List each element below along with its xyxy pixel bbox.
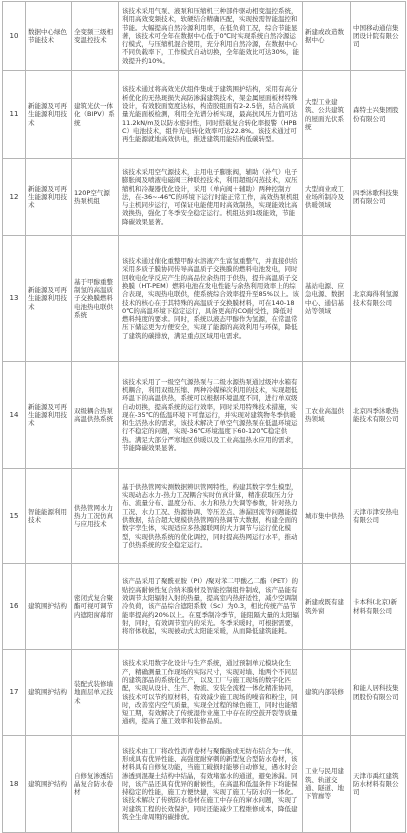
row-number: 17: [3, 650, 26, 736]
category-cell: 智能能源利用技术: [26, 469, 72, 564]
table-row: [3, 362, 406, 469]
category-cell: 数据中心绿色节能技术: [26, 2, 72, 71]
category-cell: 新能源及可再生能源利用技术: [26, 71, 72, 159]
table-row: [3, 236, 406, 362]
tech-name-cell: 全变频三级相变温控技术: [72, 2, 119, 71]
organization-cell: 天津市禹红建筑防水材料有限公司: [351, 736, 406, 833]
tech-name-cell: 供热管网水力热力工况仿真与应用技术: [72, 469, 119, 564]
scenario-cell: 新建或既有建筑外窗: [303, 564, 351, 650]
organization-cell: 四季沐歌科技集团有限公司: [351, 159, 406, 236]
category-cell: 新能源及可再生能源利用技术: [26, 236, 72, 362]
description-cell: 该技术采用空气源技术，主用电子膨胀阀，辅助（补气）电子膨胀阀及喷液电磁阀三种联控技术，利用超级闪蒸技术，双压缩机和冷凝器优化设计，采用（单向阀＋辅助）两种控制方法，在-36~-46℃的环境下运行时能正常工作，高效热泵机组与主机同步运行，可保证电能使用时高效制热，实现能效比高效换热，强化了冬季安全稳定运行。机组达到1级能效，节能降碳效果显著。: [119, 159, 303, 236]
row-number: 10: [3, 2, 26, 71]
description-cell: 该技术通过将高效光伏组件集成于建筑围护结构，采用有高分析优化的无热斑损失高防渗漏建筑技术，架金属屋面板材特殊设计，有效胶面宽度达标，构造胶组面有2-2.5倍，结合高质量光能面板检测，利用全光谱分析实现，最高抗风压力值可达11.2kN/m及以防水密封性，同时搭载复合转化率报警（HPBC）电池技术，组件光电转化效率可达22.8%。该技术通过可再生能源就地高效供电，推进建筑用能结构低碳转型。: [119, 71, 303, 159]
tech-name-cell: 装配式装修墙地面层单元技术: [72, 650, 119, 736]
table-body: [3, 2, 406, 833]
row-number: 15: [3, 469, 26, 564]
description-cell: 基于供热管网实测数据辨识管网特性，构建其数字孪生模型，实现动态水力-热力工况耦合实时仿真计算，精准获取压力分布、流量分布、温度分布、水力和热力失调等参数，针对热力工况、水力工况、热源协调、等压差点、渗漏回流等问题能提供数据，结合超大规模供热管网的热调节大数据，构建全面的数字孪生体，实现适应多热源联网的大力调节与运行优化模型，实现供热系统的优化调控，同时提高热网运行水平，推动了供热系统的安全稳定运行。: [119, 469, 303, 564]
organization-cell: 森特士兴集团股份有限公司: [351, 71, 406, 159]
organization-cell: 天津市津安热电有限公司: [351, 469, 406, 564]
table-row: [3, 71, 406, 159]
category-cell: 新能源及可再生能源利用技术: [26, 159, 72, 236]
tech-name-cell: 建筑光伏一体化（BIPV）系统: [72, 71, 119, 159]
category-cell: 建筑围护结构: [26, 650, 72, 736]
description-cell: 该技术由工厂将改性沥青卷材与聚酯胎或无纺布结合为一体，形成具有优异性能、高强度耐穿刺的新型复合型防水卷材，该材料具有自修复功能，当施工破损时能够自动修复，遇水时会渗透到混凝土结构中结晶，有效堵塞水的通道，避免渗漏。同时，该产品还具有优异的耐候性，在高温和低温条件下均能保持稳定的性能，施工方便快捷，实现了施工与防水的一体化。该技术解决了传统防水卷材在施工中存在的窜水问题，实现了对建筑工程的长效保护，同时还能减少工程维修成本，降低建筑全生命周期的碳排放。: [119, 736, 303, 833]
table-row: [3, 564, 406, 650]
row-number: 14: [3, 362, 26, 469]
tech-name-cell: 密闭式复合聚酯可视可调节内遮阳窗幕帘: [72, 564, 119, 650]
tech-name-cell: 自修复渗透结晶复合防水卷材: [72, 736, 119, 833]
description-cell: 该技术通过催化重整甲醇水溶液产生富氢重整气，并直接供给采用多质子膜协同传导高温质子交换膜的燃料电池发电，同时回收电化学反应产生的高品位余热用于供热，提升高温质子交换膜（HT-PEM）燃料电池在发电性能与余热利用效率上的综合表现，实现热电联供，使系统综合效率提升至85%以上。该技术的核心在于其特殊的高温质子交换膜材料，可在140-180℃的高温环境下稳定运行，具备更高的CO耐受性，降低对燃料纯度的要求。同时，系统以液态甲醇作为氢源，在常温常压下储运更为方便安全，实现了能源的高效利用与环保，降低了建筑的碳排放，满足重点区域用电需求。: [119, 236, 303, 362]
organization-cell: 北京四季沐歌热能技术有限公司: [351, 362, 406, 469]
category-cell: 建筑围护结构: [26, 736, 72, 833]
organization-cell: 和能人居科技集团股份有限公司: [351, 650, 406, 736]
scenario-cell: 城市集中供热: [303, 469, 351, 564]
description-cell: 该技术采用数字化设计与生产系统，通过预制单元模块化生产，精确测量工作现场的实际尺寸，实现对墙、地两个不同层的建筑部品的系统化生产，以及工厂与施工现场的数字化匹配，实现从设计、生产、物流、安装全流程一体化精准协同，该技术可以节约原材料，有效减少施工现场的噪音和粉尘，同时，改善室内空气质量，实现全过程的绿色施工，同时也能缩短工期，有效解决了传统湿作业施工中存在的空鼓开裂等质量通病，提高了施工效率和装修品质。: [119, 650, 303, 736]
organization-cell: 北京海得利氢源技术有限公司: [351, 236, 406, 362]
row-number: 13: [3, 236, 26, 362]
category-cell: 建筑围护结构: [26, 564, 72, 650]
description-cell: 该技术采用了一级空气源热泵与二级水源热泵通过级冲水箱有机耦合，利用双级压缩、两种冷媒梯次利用的技术，实现超低环温下的高温供热，系统可以根据环境温度不同，进行单双级自动切换，提高系统的运行效率，同时采用特殊技术措施，实现在-35℃的低温环境下可靠运行，并实现对建筑物冬季供暖和生活热水的需求，该技术解决了单空气源热泵在低温环境运行不稳定的问题，实现-36℃环境温度下60-120℃稳定供热。满足大部分严寒地区供暖以及工业高温热水应用的需求，节能降碳效果显著。: [119, 362, 303, 469]
scenario-cell: 工农业高温供热领域: [303, 362, 351, 469]
row-number: 11: [3, 71, 26, 159]
tech-name-cell: 120P空气源热泵机组: [72, 159, 119, 236]
organization-cell: 卡本科(北京)新材料有限公司: [351, 564, 406, 650]
table-row: [3, 469, 406, 564]
row-number: 18: [3, 736, 26, 833]
tech-table: [2, 1, 406, 833]
organization-cell: 中国移动通信集团设计院有限公司: [351, 2, 406, 71]
tech-name-cell: 基于甲醇重整制氢的高温质子交换膜燃料电池热电联供系统: [72, 236, 119, 362]
table-row: [3, 736, 406, 833]
row-number: 16: [3, 564, 26, 650]
scenario-cell: 大型商业或工业场所制冷及供暖领域: [303, 159, 351, 236]
table-row: [3, 159, 406, 236]
tech-name-cell: 双级耦合热泵高温供热系统: [72, 362, 119, 469]
category-cell: 新能源及可再生能源利用技术: [26, 362, 72, 469]
scenario-cell: 工业与民用建筑、轨道交通、隧道、地下管廊等: [303, 736, 351, 833]
description-cell: 该产品采用了聚酰亚胺（PI）/聚对苯二甲酸乙二酯（PET）的贴控高耐候性复合纳米膜材及智能控制组件制成，该产品能有效调节太阳辐射入射的热量，提高室内热舒适性，减少空调制冷负荷，该产品综合遮阳系数（Sc）为0.3，相比传统产品节能率提高约20%以上。在夏季制冷季节，能阻隔大量的太阳辐射，同时，有效调节室内的采光。冬季采暖时，可根据需要，将帘体收起，实现被动式太阳能采暖，从而降低建筑能耗。: [119, 564, 303, 650]
scenario-cell: 建筑内部装修: [303, 650, 351, 736]
row-number: 12: [3, 159, 26, 236]
table-row: [3, 2, 406, 71]
scenario-cell: 大型工业建筑、公共建筑的屋面光伏系统: [303, 71, 351, 159]
table-row: [3, 650, 406, 736]
description-cell: 该技术采用气泵、液泵和压缩机三种部件驱动相变温控系统，利用高效变频技术，软硬结合精确匹配，实现按需智能温控和节能。大幅提高自然冷源利用率，在低负荷工况，综合节能显著，该技术可全年在数据中心低于0℃时实现系统自然冷源运行模式，与压缩机混合使用，充分利用自然冷源，在数据中心不同负载率下，工作模式自动切换，全年能效比可达30%，能效提升约10%。: [119, 2, 303, 71]
scenario-cell: 新建或改造数据中心: [303, 2, 351, 71]
scenario-cell: 基站电源、应急电源、数据中心、通信基站等领域: [303, 236, 351, 362]
